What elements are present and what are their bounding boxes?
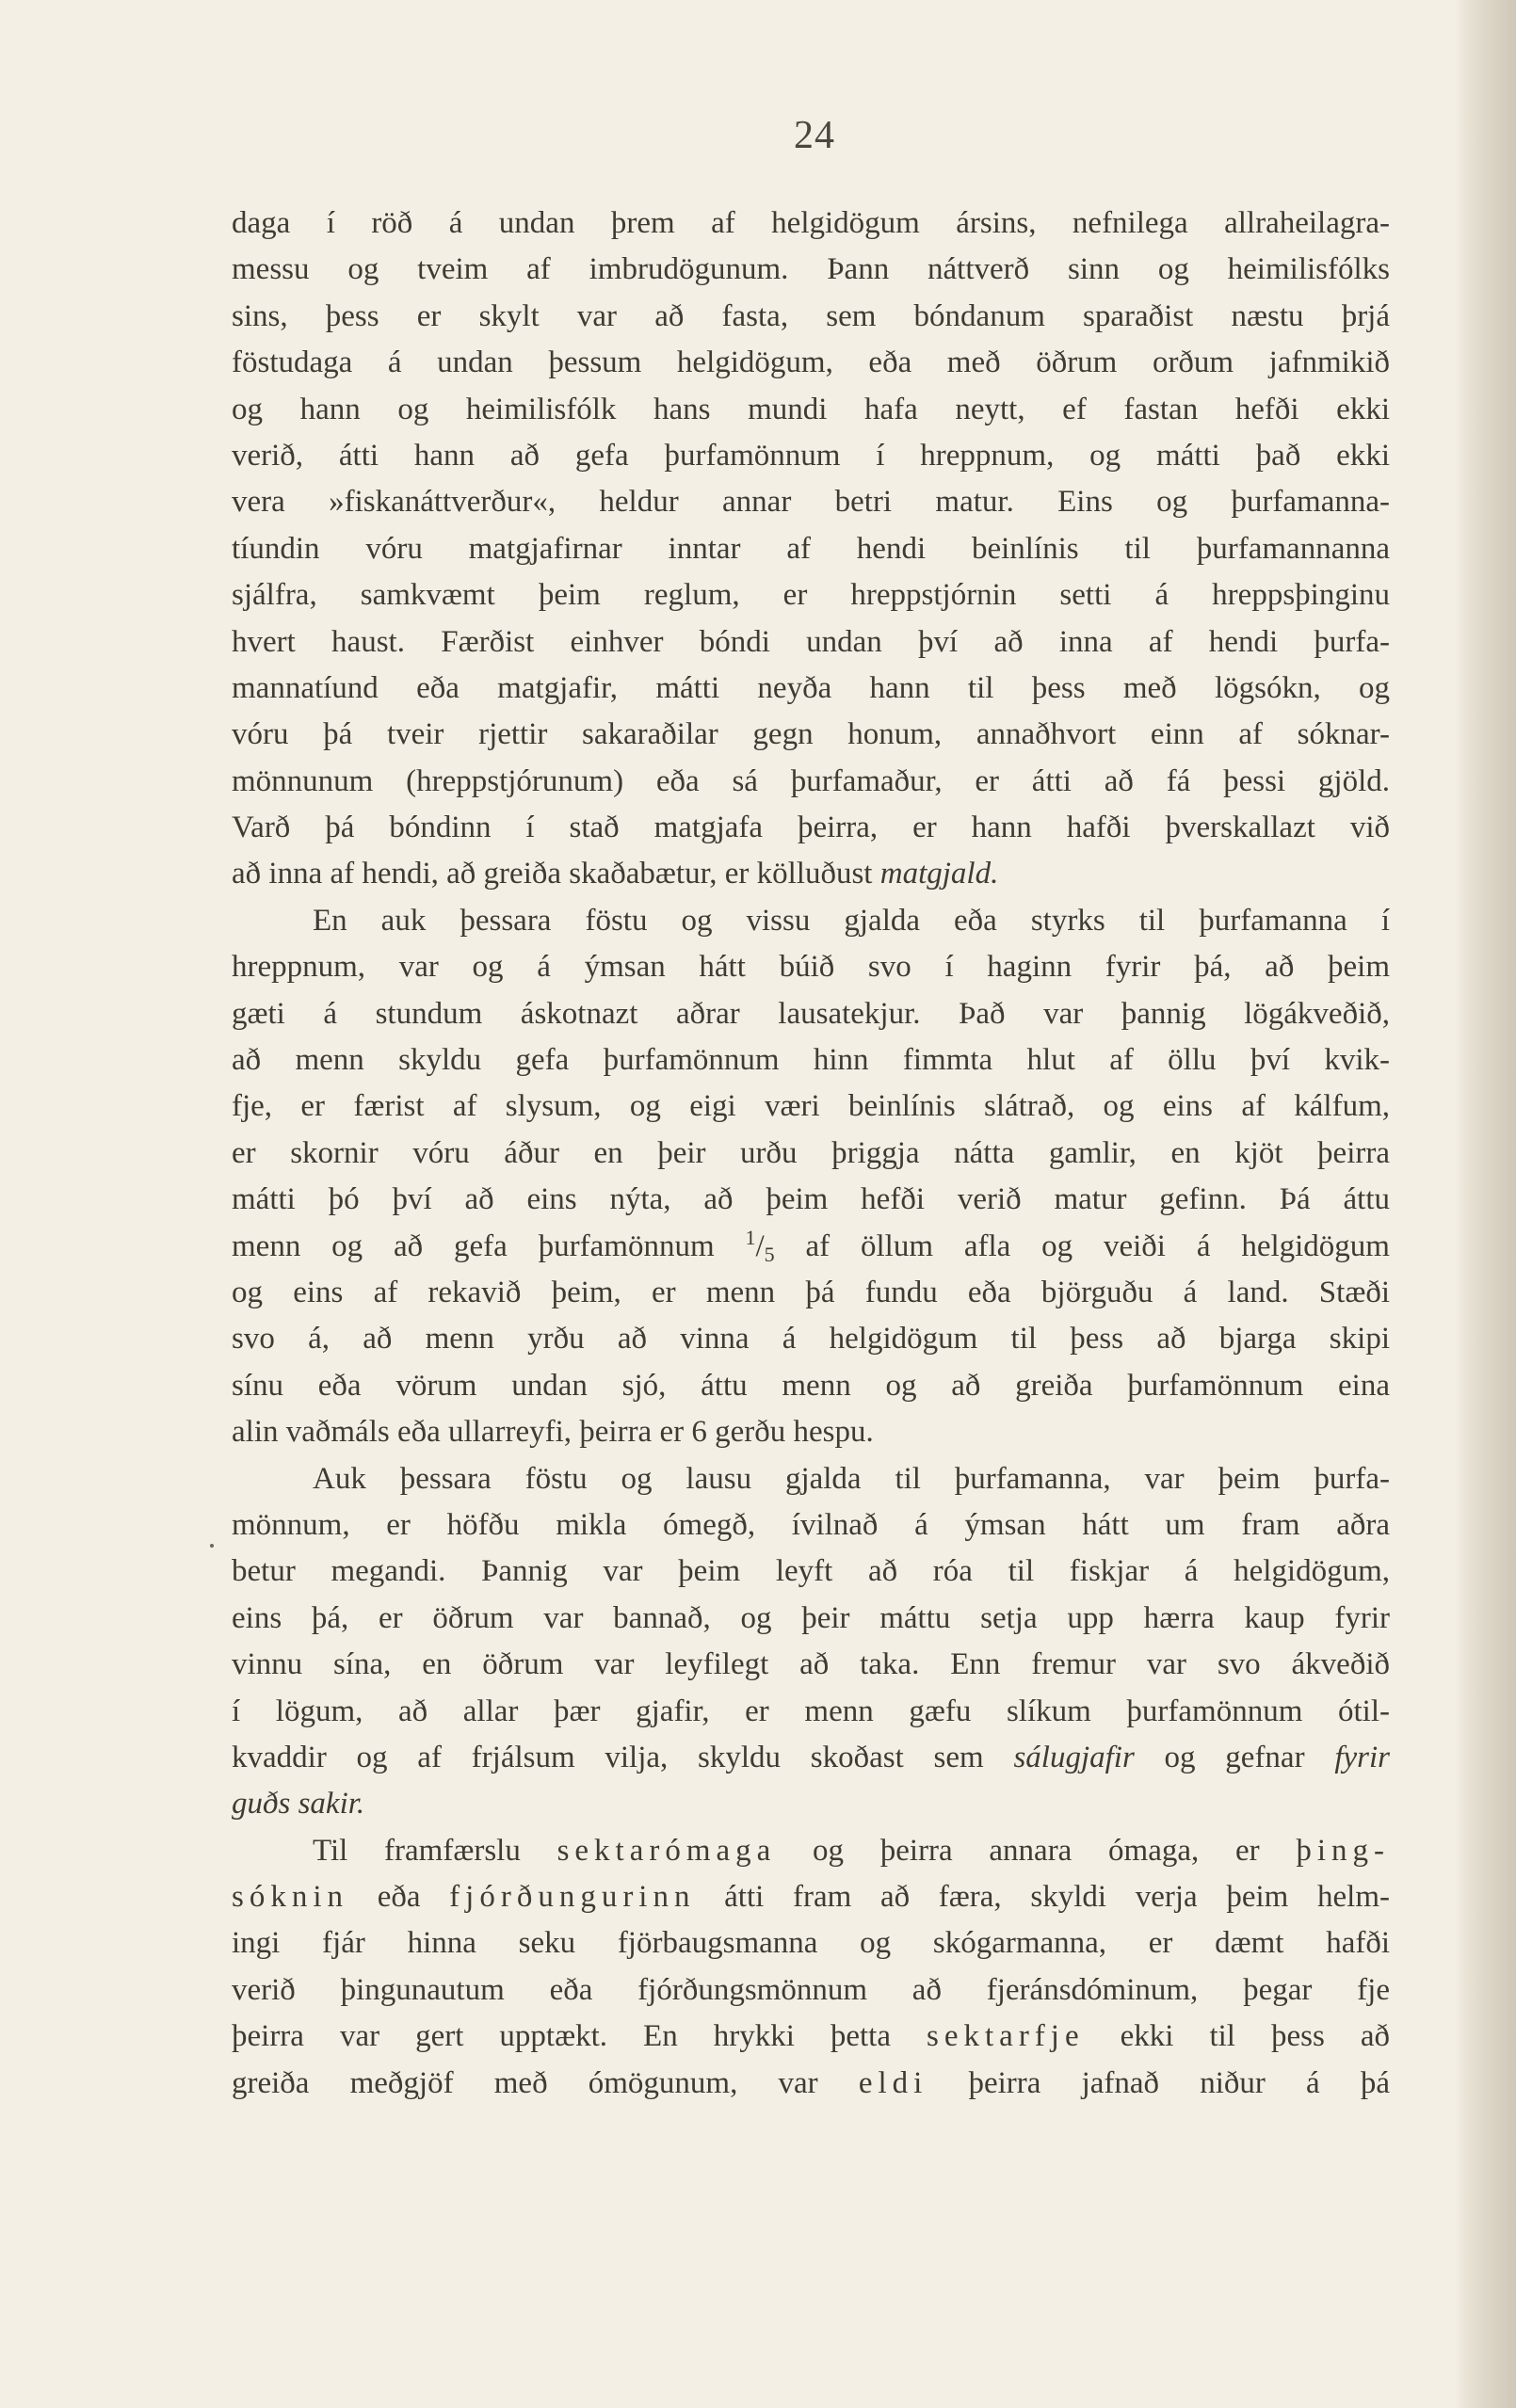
fraction-slash: / [755,1228,765,1263]
text-line: verið, átti hann að gefa þurfamönnum í hreppnum, og mátti það ekki [232,438,1390,473]
text-line: Varð þá bóndinn í stað matgjafa þeirra, er hann hafði þverskallazt við [232,811,1390,845]
text-line-paragraph-start: Auk þessara föstu og lausu gjalda til þurfamanna, var þeim þurfa- [313,1461,1390,1496]
text-line: og eins af rekavið þeim, er menn þá fundu eða björguðu á land. Stæði [232,1275,1390,1309]
text-line: mátti þó því að eins nýta, að þeim hefði verið matur gefinn. Þá áttu [232,1182,1390,1217]
text-run: að inna af hendi, að greiða skaðabætur, er kölluðust [232,857,880,891]
text-run: menn og að gefa þurfamönnum [232,1228,746,1263]
text-line: að menn skyldu gefa þurfamönnum hinn fimmta hlut af öllu því kvik- [232,1043,1390,1078]
fraction-numerator: 1 [745,1225,756,1249]
text-line: sínu eða vörum undan sjó, áttu menn og að greiða þurfamönnum eina [232,1368,1390,1403]
italic-term: fyrir [1334,1740,1390,1774]
text-line: verið þingunautum eða fjórðungsmönnum að fjeránsdóminum, þegar fje [232,1972,1390,2007]
text-run: og þeirra annara ómaga, er [776,1833,1297,1868]
text-line [232,2014,1390,2060]
spaced-term: sóknin [232,1880,349,1915]
text-line [232,1224,1390,1270]
text-line: vóru þá tveir rjettir sakaraðilar gegn honum, annaðhvort einn af sóknar- [232,717,1390,752]
text-line: sjálfra, samkvæmt þeim reglum, er hreppstjórnin setti á hreppsþinginu [232,578,1390,613]
text-line [232,1735,1390,1781]
text-line: hvert haust. Færðist einhver bóndi undan því að inna af hendi þurfa- [232,624,1390,659]
text-line: mönnum, er höfðu mikla ómegð, ívilnað á ýmsan hátt um fram aðra [232,1507,1390,1542]
text-line: gæti á stundum áskotnazt aðrar lausatekjur. Það var þannig lögákveðið, [232,996,1390,1031]
fraction-denominator: 5 [764,1242,775,1266]
text-line [232,2061,1390,2107]
text-line: ingi fjár hinna seku fjörbaugsmanna og skógarmanna, er dæmt hafði [232,1926,1390,1961]
spaced-term: fjórðungurinn [449,1880,696,1915]
text-run: greiða meðgjöf með ómögunum, var [232,2065,859,2100]
text-line: vinnu sína, en öðrum var leyfilegt að taka. Enn fremur var svo ákveðið [232,1647,1390,1682]
text-line: eins þá, er öðrum var bannað, og þeir máttu setja upp hærra kaup fyrir [232,1600,1390,1635]
spaced-term: sektarfje [927,2019,1085,2054]
text-line: og hann og heimilisfólk hans mundi hafa neytt, ef fastan hefði ekki [232,392,1390,426]
text-run: og gefnar [1134,1740,1335,1774]
text-line: vera »fiskanáttverður«, heldur annar betri matur. Eins og þurfamanna- [232,485,1390,520]
text-run: Til framfærslu [313,1833,557,1868]
text-line-paragraph-start [232,1828,1390,1874]
text-run: af öllum afla og veiði á helgidögum [774,1228,1390,1263]
text-line-paragraph-start: En auk þessara föstu og vissu gjalda eða styrks til þurfamanna í [313,903,1390,938]
body-text [232,201,1390,2107]
text-line: fje, er færist af slysum, og eigi væri beinlínis slátrað, og eins af kálfum, [232,1089,1390,1124]
spaced-term: sektarómaga [556,1833,777,1868]
spaced-term: eldi [858,2065,928,2100]
text-line: alin vaðmáls eða ullarreyfi, þeirra er 6 gerðu hespu. [232,1415,874,1450]
page-number: 24 [794,114,835,157]
text-run: ekki til þess að [1084,2019,1390,2054]
text-run: átti fram að færa, skyldi verja þeim helm- [695,1880,1390,1915]
page-edge-shadow [1465,0,1516,2408]
text-line: daga í röð á undan þrem af helgidögum ársins, nefnilega allraheilagra- [232,206,1390,240]
text-line: messu og tveim af imbrudögunum. Þann náttverð sinn og heimilisfólks [232,252,1390,287]
text-line: mönnunum (hreppstjórunum) eða sá þurfamaður, er átti að fá þessi gjöld. [232,763,1390,798]
text-run: eða [348,1880,450,1915]
text-run: þeirra jafnað niður á þá [927,2065,1390,2100]
text-line: er skornir vóru áður en þeir urðu þriggja nátta gamlir, en kjöt þeirra [232,1135,1390,1170]
spaced-term: þing- [1296,1833,1390,1868]
text-run: kvaddir og af frjálsum vilja, skyldu skoðast sem [232,1740,1014,1774]
text-run: þeirra var gert upptækt. En hrykki þetta [232,2019,927,2054]
text-line [232,851,1390,897]
text-line: betur megandi. Þannig var þeim leyft að róa til fiskjar á helgidögum, [232,1554,1390,1589]
text-line: sins, þess er skylt var að fasta, sem bóndanum sparaðist næstu þrjá [232,298,1390,333]
text-line: hreppnum, var og á ýmsan hátt búið svo í haginn fyrir þá, að þeim [232,950,1390,985]
text-line: svo á, að menn yrðu að vinna á helgidögum til þess að bjarga skipi [232,1322,1390,1357]
text-line: tíundin vóru matgjafirnar inntar af hendi beinlínis til þurfamannanna [232,531,1390,566]
text-line: mannatíund eða matgjafir, mátti neyða hann til þess með lögsókn, og [232,670,1390,705]
text-line-italic: guðs sakir. [232,1787,365,1822]
italic-term: sálugjafir [1013,1740,1135,1774]
text-line [232,1874,1390,1920]
text-line: í lögum, að allar þær gjafir, er menn gæfu slíkum þurfamönnum ótil- [232,1694,1390,1728]
stray-ink-mark [210,1544,214,1548]
text-line: föstudaga á undan þessum helgidögum, eða með öðrum orðum jafnmikið [232,345,1390,380]
italic-term: matgjald. [879,857,999,891]
